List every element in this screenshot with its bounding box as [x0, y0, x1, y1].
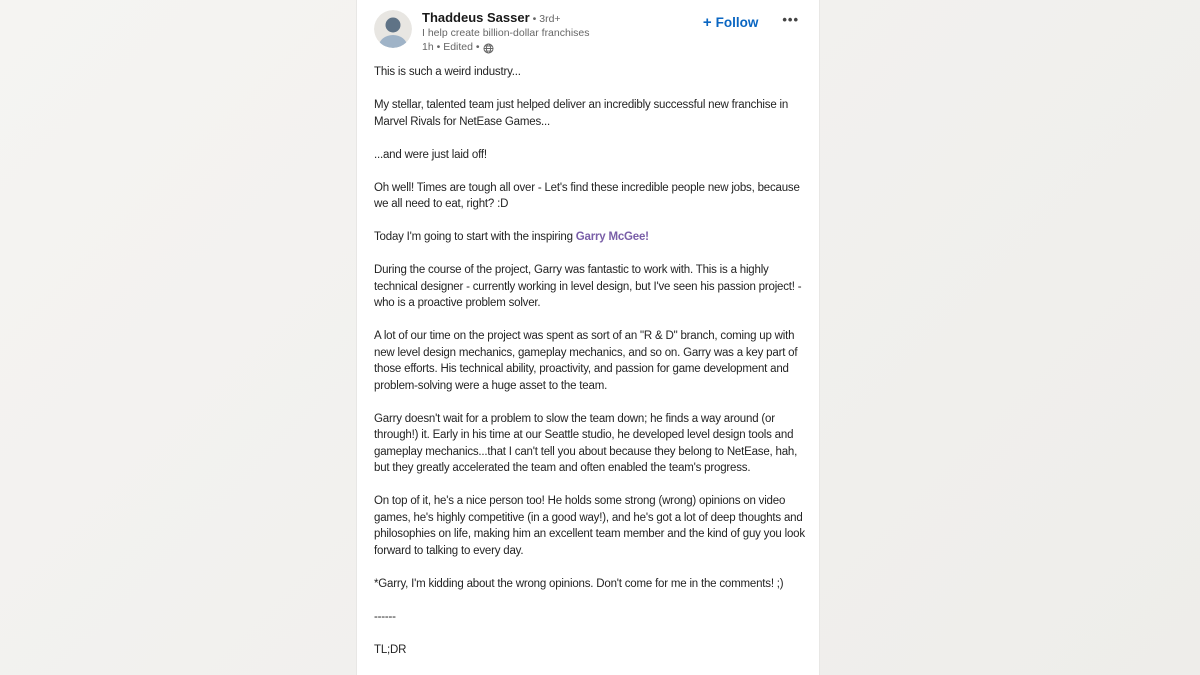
- post-paragraph: [374, 411, 807, 477]
- post-paragraph: [374, 97, 807, 130]
- avatar[interactable]: [374, 10, 412, 48]
- linkedin-post-card: [356, 0, 820, 675]
- post-header: [374, 10, 802, 54]
- paragraph-text: Today I'm going to start with the inspiring: [374, 231, 576, 243]
- paragraph-text: A lot of our time on the project was spent as sort of an "R & D" branch, coming up with new level design mechanics, gameplay mechanics, and so on. Garry was a key part of those efforts. His technical ability, proactivity, and passion for game development and problem-solving were a huge asset to the team.: [374, 330, 798, 392]
- paragraph-text: Garry doesn't wait for a problem to slow the team down; he finds a way around (or through!) it. Early in his time at our Seattle studio, he developed level design tools and gameplay mechanics...that I can't tell you about because they belong to NetEase, hah, but they greatly accelerated the team and often enabled the team's progress.: [374, 412, 798, 474]
- globe-icon: [483, 43, 494, 54]
- post-paragraph: [374, 609, 807, 626]
- author-block: [422, 10, 590, 54]
- paragraph-text: TL;DR: [374, 643, 407, 656]
- post-paragraph: [374, 147, 807, 164]
- post-paragraph: [374, 576, 807, 593]
- post-paragraph: [374, 493, 807, 559]
- paragraph-text: *Garry, I'm kidding about the wrong opinions. Don't come for me in the comments! ;): [374, 577, 784, 590]
- post-paragraph: [374, 180, 807, 213]
- post-paragraph: [374, 229, 807, 246]
- paragraph-text: Oh well! Times are tough all over - Let's find these incredible people new jobs, because we all need to eat, right? :D: [374, 181, 800, 210]
- post-actions: [699, 13, 801, 32]
- paragraph-text: On top of it, he's a nice person too! He holds some strong (wrong) opinions on video games, he's highly competitive (in a good way!), and he's got a lot of deep thoughts and philosophies on life, making him an excellent team member and the kind of guy you look forward to talking to every day.: [374, 495, 805, 557]
- paragraph-text: My stellar, talented team just helped deliver an incredibly successful new franchise in Marvel Rivals for NetEase Games...: [374, 99, 789, 128]
- author-headline: I help create billion-dollar franchises: [422, 27, 590, 39]
- default-profile-ghost-icon: [374, 10, 412, 48]
- post-paragraph: [374, 64, 807, 81]
- paragraph-text: ...and were just laid off!: [374, 148, 487, 161]
- post-paragraph: [374, 328, 807, 394]
- mention-link[interactable]: Garry McGee!: [575, 231, 649, 243]
- post-body: [374, 64, 805, 658]
- paragraph-text: ------: [374, 610, 396, 623]
- overflow-menu-button[interactable]: •••: [782, 12, 799, 27]
- paragraph-text: This is such a weird industry...: [374, 66, 521, 78]
- post-paragraph: [374, 262, 807, 312]
- follow-button[interactable]: [699, 13, 763, 32]
- author-name[interactable]: Thaddeus Sasser: [422, 10, 530, 25]
- post-timestamp: 1h • Edited •: [422, 41, 480, 53]
- paragraph-text: During the course of the project, Garry was fantastic to work with. This is a highly technical designer - currently working in level design, but I've seen his passion project! - who is a proactive problem solver.: [374, 264, 802, 309]
- connection-degree: • 3rd+: [532, 13, 561, 25]
- follow-button-label: Follow: [715, 15, 759, 30]
- plus-icon: +: [702, 14, 712, 31]
- post-paragraph: [374, 642, 807, 659]
